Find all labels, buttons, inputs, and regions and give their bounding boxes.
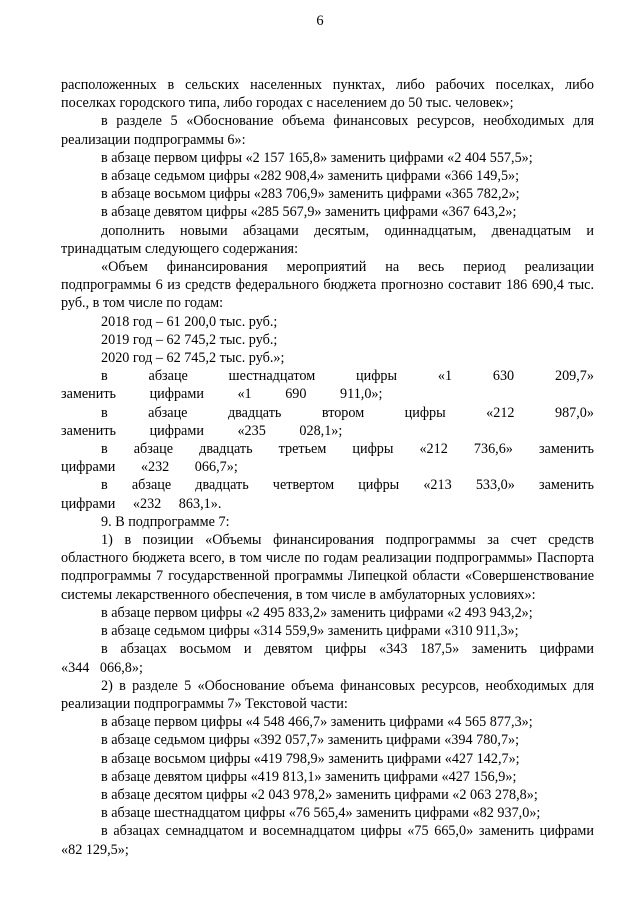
paragraph-text-amend-9: в абзаце девятом цифры «419 813,1» заменить цифрами «427 156,9»; [101,768,517,785]
paragraph-section-5-sub6: в разделе 5 «Обоснование объема финансовых ресурсов, необходимых для реализации подпрограммы 6»: [61,113,594,148]
paragraph-text-amend-1: в абзаце первом цифры «4 548 466,7» заменить цифрами «4 565 877,3»; [101,714,533,731]
paragraph-amend-1: в абзаце первом цифры «2 157 165,8» заменить цифрами «2 404 557,5»; [101,149,533,166]
paragraph-amend-9: в абзаце девятом цифры «285 567,9» заменить цифрами «367 643,2»; [101,204,517,221]
paragraph-federal-budget: «Объем финансирования мероприятий на весь период реализации подпрограммы 6 из средств федерального бюджета прогнозно составит 186 690,4 тыс. руб., в том числе по годам: [61,259,594,312]
paragraph-year-2018: 2018 год – 61 200,0 тыс. руб.; [101,313,278,330]
paragraph-amend-23: в абзаце двадцать третьем цифры «212 736,6» заменить цифрами «232 066,7»; [61,441,594,476]
paragraph-section-5-sub7: 2) в разделе 5 «Обоснование объема финансовых ресурсов, необходимых для реализации подпрограммы 7» Текстовой части: [61,677,594,712]
paragraph-text-amend-17-18: в абзацах семнадцатом и восемнадцатом цифры «75 665,0» заменить цифрами «82 129,5»; [61,823,594,858]
page-number: 6 [316,13,324,29]
paragraph-text-amend-7: в абзаце седьмом цифры «392 057,7» заменить цифрами «394 780,7»; [101,732,520,749]
paragraph-amend-16: в абзаце шестнадцатом цифры «1 630 209,7» заменить цифрами «1 690 911,0»; [61,368,594,403]
paragraph-sub7-amend-8-9: в абзацах восьмом и девятом цифры «343 187,5» заменить цифрами «344 066,8»; [61,641,594,676]
paragraph-text-amend-16: в абзаце шестнадцатом цифры «76 565,4» заменить цифрами «82 937,0»; [101,805,541,822]
paragraph-amend-7: в абзаце седьмом цифры «282 908,4» заменить цифрами «366 149,5»; [101,168,520,185]
paragraph-position-funding: 1) в позиции «Объемы финансирования подпрограммы за счет средств областного бюджета всего, в том числе по годам реализации подпрограммы» Паспорта подпрограммы 7 государственной программы Липецкой области «Совершенствование системы лекарственного обеспечения, в том числе в амбулаторных условиях»: [61,532,594,603]
document-body [61,76,594,859]
paragraph-add-new: дополнить новыми абзацами десятым, одиннадцатым, двенадцатым и тринадцатым следующего содержания: [61,222,594,257]
paragraph-year-2020: 2020 год – 62 745,2 тыс. руб.»; [101,350,285,367]
paragraph-year-2019: 2019 год – 62 745,2 тыс. руб.; [101,331,278,348]
paragraph-subprogram-7: 9. В подпрограмме 7: [101,513,230,530]
paragraph-continuation: расположенных в сельских населенных пунктах, либо рабочих поселках, либо поселках городского типа, либо городах с населением до 50 тыс. человек»; [61,77,594,112]
paragraph-amend-22: в абзаце двадцать втором цифры «212 987,0» заменить цифрами «235 028,1»; [61,404,594,439]
paragraph-sub7-amend-1: в абзаце первом цифры «2 495 833,2» заменить цифрами «2 493 943,2»; [101,604,533,621]
paragraph-amend-8: в абзаце восьмом цифры «283 706,9» заменить цифрами «365 782,2»; [101,186,520,203]
paragraph-text-amend-10: в абзаце десятом цифры «2 043 978,2» заменить цифрами «2 063 278,8»; [101,786,538,803]
paragraph-text-amend-8: в абзаце восьмом цифры «419 798,9» заменить цифрами «427 142,7»; [101,750,520,767]
paragraph-amend-24: в абзаце двадцать четвертом цифры «213 533,0» заменить цифрами «232 863,1». [61,477,594,512]
paragraph-sub7-amend-7: в абзаце седьмом цифры «314 559,9» заменить цифрами «310 911,3»; [101,623,519,640]
